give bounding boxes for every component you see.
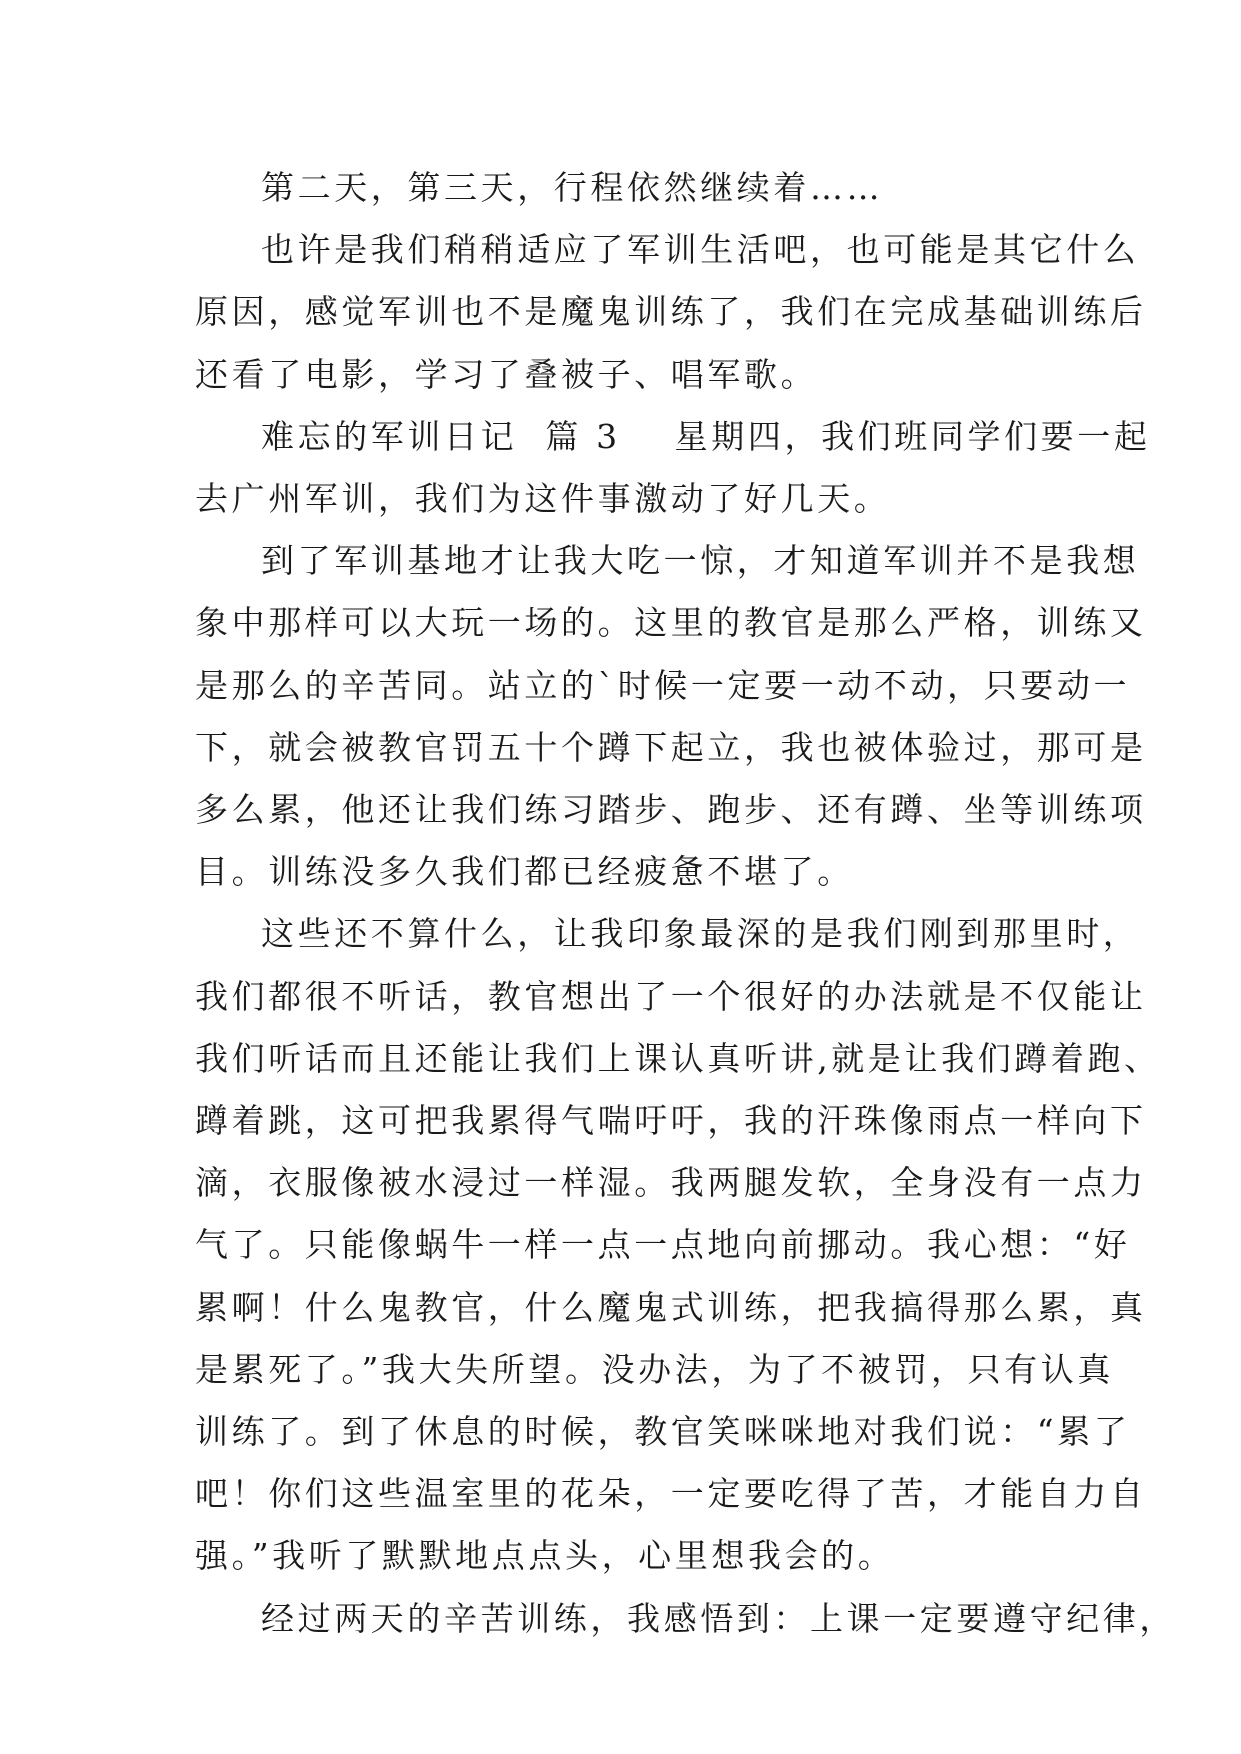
paragraph <box>195 157 1055 219</box>
text-line: 第二天，第三天，行程依然继续着…… <box>261 168 884 207</box>
text-line <box>195 406 1151 468</box>
paragraph <box>195 406 1151 530</box>
text-line: 多么累，他还让我们练习踏步、跑步、还有蹲、坐等训练项 <box>195 790 1147 830</box>
text-line: 是那么的辛苦同。站立的`时候一定要一动不动，只要动一 <box>195 665 1131 705</box>
paragraph <box>195 530 1147 903</box>
document-body <box>195 157 1176 1650</box>
text-line: 气了。只能像蜗牛一样一点一点地向前挪动。我心想：“好 <box>195 1225 1131 1265</box>
text-line: 去广州军训，我们为这件事激动了好几天。 <box>195 479 891 519</box>
text-line: 下，就会被教官罚五十个蹲下起立，我也被体验过，那可是 <box>195 727 1147 767</box>
text-line: 吧！你们这些温室里的花朵，一定要吃得了苦，才能自力自 <box>195 1474 1147 1514</box>
paragraph <box>195 1588 1176 1650</box>
text-line: 蹲着跳，这可把我累得气喘吁吁，我的汗珠像雨点一样向下 <box>195 1101 1147 1141</box>
text-line: 还看了电影，学习了叠被子、唱军歌。 <box>195 354 818 394</box>
text-line: 目。训练没多久我们都已经疲惫不堪了。 <box>195 852 854 892</box>
text-line: 强。”我听了默默地点点头，心里想我会的。 <box>195 1536 895 1576</box>
text-line: 也许是我们稍稍适应了军训生活吧，也可能是其它什么 <box>261 230 1140 270</box>
section-heading: 难忘的军训日记 篇 3 <box>261 416 621 456</box>
text-line: 是累死了。”我大失所望。没办法，为了不被罚，只有认真 <box>195 1349 1114 1389</box>
text-line: 经过两天的辛苦训练，我感悟到：上课一定要遵守纪律， <box>261 1598 1176 1638</box>
text-line: 滴，衣服像被水浸过一样湿。我两腿发软，全身没有一点力 <box>195 1163 1147 1203</box>
text-line: 训练了。到了休息的时候，教官笑咪咪地对我们说：“累了 <box>195 1412 1131 1452</box>
text-line: 到了军训基地才让我大吃一惊，才知道军训并不是我想 <box>261 541 1140 581</box>
paragraph <box>195 219 1147 406</box>
text-line: 我们听话而且还能让我们上课认真听讲,就是让我们蹲着跑、 <box>195 1038 1161 1078</box>
heading-line-text: 星期四，我们班同学们要一起 <box>674 416 1151 456</box>
text-line: 这些还不算什么，让我印象最深的是我们刚到那里时， <box>261 914 1140 954</box>
text-line: 象中那样可以大玩一场的。这里的教官是那么严格，训练又 <box>195 603 1147 643</box>
paragraph <box>195 903 1161 1587</box>
text-line: 我们都很不听话，教官想出了一个很好的办法就是不仅能让 <box>195 976 1147 1016</box>
text-line: 原因，感觉军训也不是魔鬼训练了，我们在完成基础训练后 <box>195 292 1147 332</box>
text-line: 累啊！什么鬼教官，什么魔鬼式训练，把我搞得那么累，真 <box>195 1287 1147 1327</box>
